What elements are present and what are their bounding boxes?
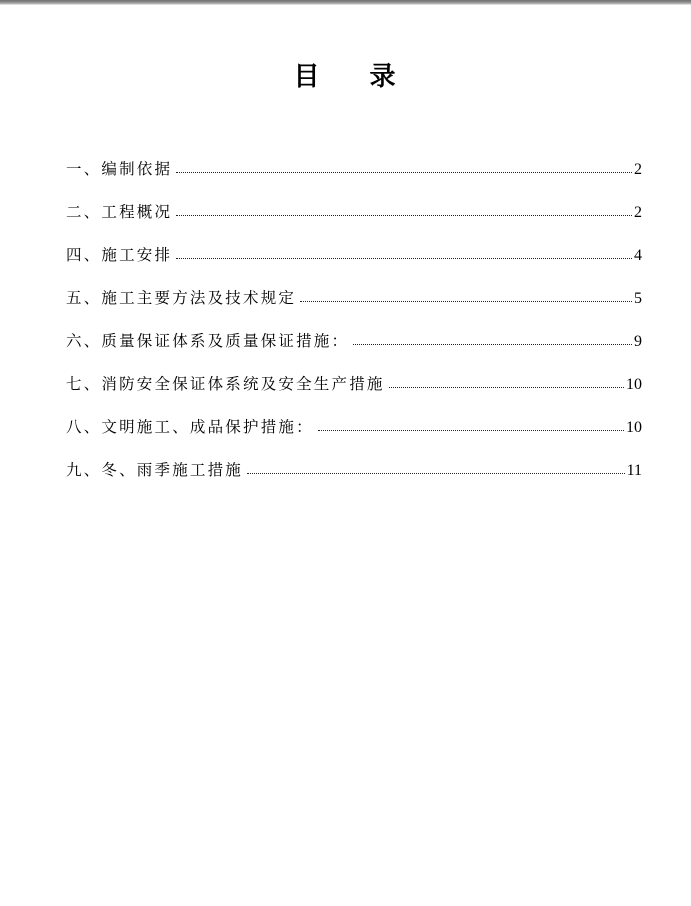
toc-entry[interactable] — [66, 157, 642, 200]
toc-dot-leader — [247, 460, 625, 476]
toc-entry-page: 2 — [634, 204, 642, 221]
toc-dot-leader — [389, 374, 624, 390]
toc-entry-page: 11 — [626, 462, 642, 479]
toc-entry-page: 2 — [634, 161, 642, 178]
toc-entry-label: 六、质量保证体系及质量保证措施： — [66, 332, 350, 350]
toc-entry-page: 5 — [634, 290, 642, 307]
toc-entry[interactable] — [66, 458, 642, 501]
toc-entry[interactable] — [66, 286, 642, 329]
toc-dot-leader — [176, 159, 632, 175]
title-char-1: 目 — [293, 62, 322, 92]
toc-entry[interactable] — [66, 243, 642, 286]
toc-entry-page: 10 — [626, 376, 642, 393]
toc-entry-label: 九、冬、雨季施工措施 — [66, 461, 244, 479]
document-page — [0, 5, 691, 906]
toc-dot-leader — [300, 288, 632, 304]
table-of-contents — [66, 157, 642, 501]
toc-entry-label: 五、施工主要方法及技术规定 — [66, 289, 297, 307]
toc-entry[interactable] — [66, 329, 642, 372]
toc-entry[interactable] — [66, 415, 642, 458]
page-title — [0, 56, 691, 93]
toc-dot-leader — [176, 202, 632, 218]
toc-entry-label: 一、编制依据 — [66, 160, 173, 178]
toc-entry[interactable] — [66, 200, 642, 243]
toc-entry-label: 八、文明施工、成品保护措施： — [66, 418, 314, 436]
title-char-2: 录 — [369, 62, 398, 92]
toc-entry-label: 七、消防安全保证体系统及安全生产措施 — [66, 375, 385, 393]
toc-dot-leader — [318, 417, 624, 433]
toc-entry[interactable] — [66, 372, 642, 415]
toc-entry-page: 4 — [634, 247, 642, 264]
toc-entry-label: 四、施工安排 — [66, 246, 173, 264]
toc-entry-label: 二、工程概况 — [66, 203, 173, 221]
toc-entry-page: 10 — [626, 419, 642, 436]
toc-dot-leader — [353, 331, 632, 347]
toc-entry-page: 9 — [634, 333, 642, 350]
toc-dot-leader — [176, 245, 632, 261]
